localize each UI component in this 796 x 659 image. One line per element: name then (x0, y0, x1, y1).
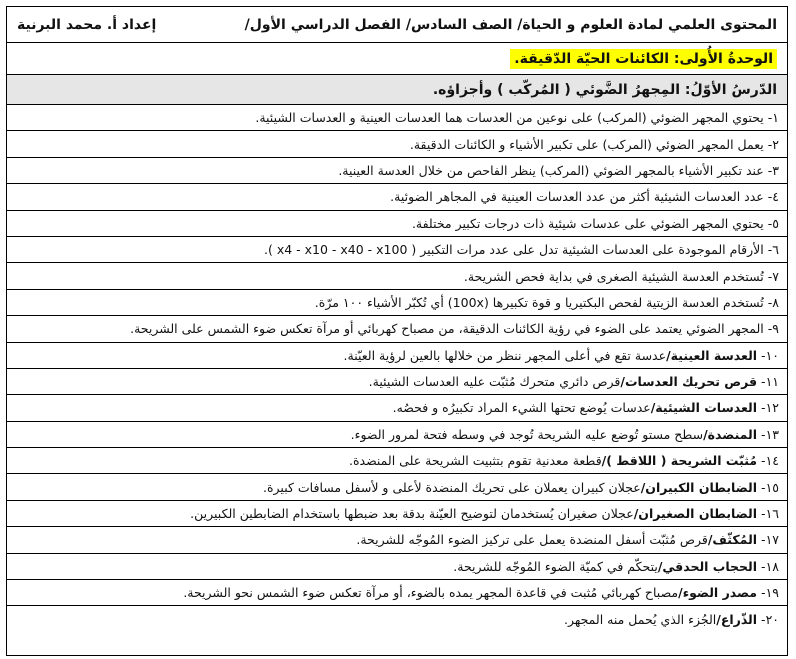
list-item (7, 105, 787, 131)
item-number: ١- (767, 110, 779, 126)
list-item (7, 158, 787, 184)
item-text: المجهر الضوئي يعتمد على الضوء في رؤية الكائنات الدقيقة، من مصباح كهربائي أو مرآة تعكس ضوء الشمس على الشريحة. (130, 321, 764, 337)
item-text: قرص دائري متحرك مُثبّت عليه العدسات الشيئية. (368, 374, 621, 390)
unit-row (7, 43, 787, 75)
item-number: ١٩- (761, 585, 779, 601)
document-table (6, 6, 788, 656)
item-number: ٥- (767, 215, 779, 231)
item-number: ١٢- (761, 400, 779, 416)
item-number: ١٠- (761, 347, 779, 363)
item-number: ١٦- (761, 506, 779, 522)
item-number: ٧- (767, 268, 779, 284)
list-item (7, 290, 787, 316)
item-text: عجلان صغيران يُستخدمان لتوضيح العيّنة بدقة بعد ضبطها باستخدام الضابطين الكبيرين. (190, 506, 634, 522)
list-item (7, 237, 787, 263)
item-text: سطح مستو تُوضع عليه الشريحة تُوجد في وسطه فتحة لمرور الضوء. (350, 426, 704, 442)
item-number: ١٧- (761, 532, 779, 548)
item-term: الذّراع/ (716, 612, 758, 628)
item-text: تُستخدم العدسة الشيئية الصغرى في بداية فحص الشريحة. (463, 268, 764, 284)
item-term: مُثبّت الشريحة ( اللاقط )/ (601, 453, 758, 469)
item-number: ٨- (767, 294, 779, 310)
item-number: ٢- (767, 136, 779, 152)
item-number: ٤- (767, 189, 779, 205)
unit-title: الوحدةُ الأُولى: الكائنات الحيّة الدّقيقة. (510, 49, 777, 69)
item-term: العدسة العينية/ (666, 347, 758, 363)
item-number: ١١- (761, 374, 779, 390)
item-text: قرص مُثبّت أسفل المنضدة يعمل على تركيز الضوء المُوجّه للشريحة. (356, 532, 708, 548)
list-item (7, 369, 787, 395)
item-text: قطعة معدنية تقوم بتثبيت الشريحة على المنضدة. (348, 453, 602, 469)
item-text: عدد العدسات الشيئية أكثر من عدد العدسات العينية في المجاهر الضوئية. (390, 189, 764, 205)
item-number: ١٤- (761, 453, 779, 469)
list-item (7, 395, 787, 421)
item-text: يتحكّم في كميّة الضوء المُوجّه للشريحة. (453, 558, 658, 574)
author-credit: إعداد أ. محمد البرنية (17, 16, 157, 33)
item-term: الضابطان الصغيران/ (633, 506, 758, 522)
item-number: ٣- (767, 162, 779, 178)
item-text: عدسات يُوضع تحتها الشيء المراد تكبيرُه و فحصُه. (392, 400, 651, 416)
item-text: عدسة تقع في أعلى المجهر ننظر من خلالها بالعين لرؤية العيّنة. (343, 347, 667, 363)
item-text: يحتوي المجهر الضوئي على عدسات شيئية ذات درجات تكبير مختلفة. (411, 215, 764, 231)
item-text: الأرقام الموجودة على العدسات الشيئية تدل على عدد مرات التكبير ( x4 - x10 - x40 - x100 ). (263, 242, 764, 258)
item-term: العدسات الشيئية/ (650, 400, 758, 416)
list-item (7, 554, 787, 580)
item-text: عند تكبير الأشياء بالمجهر الضوئي (المركب) ينظر الفاحص من خلال العدسة العينية. (338, 162, 764, 178)
list-item (7, 343, 787, 369)
item-number: ١٨- (761, 558, 779, 574)
item-term: المُكثّف/ (707, 532, 758, 548)
item-text: الجُزء الذي يُحمل منه المجهر. (563, 612, 717, 628)
list-item (7, 474, 787, 500)
item-number: ٩- (767, 321, 779, 337)
lesson-row (7, 75, 787, 105)
lesson-title: الدّرسُ الأوّلُ: المِجهرُ الضَّوئي ( المُركّب ) وأجزاؤه. (432, 81, 777, 98)
list-item (7, 448, 787, 474)
item-number: ١٣- (761, 426, 779, 442)
items-list (7, 105, 787, 633)
list-item (7, 580, 787, 606)
item-number: ٢٠- (761, 612, 779, 628)
item-text: عجلان كبيران يعملان على تحريك المنضدة لأعلى و لأسفل مسافات كبيرة. (263, 479, 641, 495)
list-item (7, 131, 787, 157)
item-text: مصباح كهربائي مُثبت في قاعدة المجهر يمده بالضوء، أو مرآة تعكس ضوء الشمس نحو الشريحة. (183, 585, 679, 601)
item-term: الضابطان الكبيران/ (640, 479, 758, 495)
item-text: تُستخدم العدسة الزيتية لفحص البكتيريا و قوة تكبيرها (100x) أي تُكبّر الأشياء ١٠٠ مرّة. (314, 294, 764, 310)
list-item (7, 422, 787, 448)
item-term: مصدر الضوء/ (678, 585, 758, 601)
item-number: ١٥- (761, 479, 779, 495)
list-item (7, 316, 787, 342)
item-term: قرص تحريك العدسات/ (620, 374, 758, 390)
header-row (7, 7, 787, 43)
item-term: الحجاب الحدقي/ (657, 558, 758, 574)
list-item (7, 211, 787, 237)
list-item (7, 606, 787, 632)
item-text: يعمل المجهر الضوئي (المركب) على تكبير الأشياء و الكائنات الدقيقة. (409, 136, 764, 152)
item-text: يحتوي المجهر الضوئي (المركب) على نوعين من العدسات هما العدسات العينية و العدسات الشيئية. (255, 110, 764, 126)
list-item (7, 527, 787, 553)
list-item (7, 263, 787, 289)
item-term: المنضدة/ (703, 426, 758, 442)
document-title: المحتوى العلمي لمادة العلوم و الحياة/ الصف السادس/ الفصل الدراسي الأول/ (244, 16, 777, 33)
list-item (7, 184, 787, 210)
list-item (7, 501, 787, 527)
item-number: ٦- (767, 242, 779, 258)
